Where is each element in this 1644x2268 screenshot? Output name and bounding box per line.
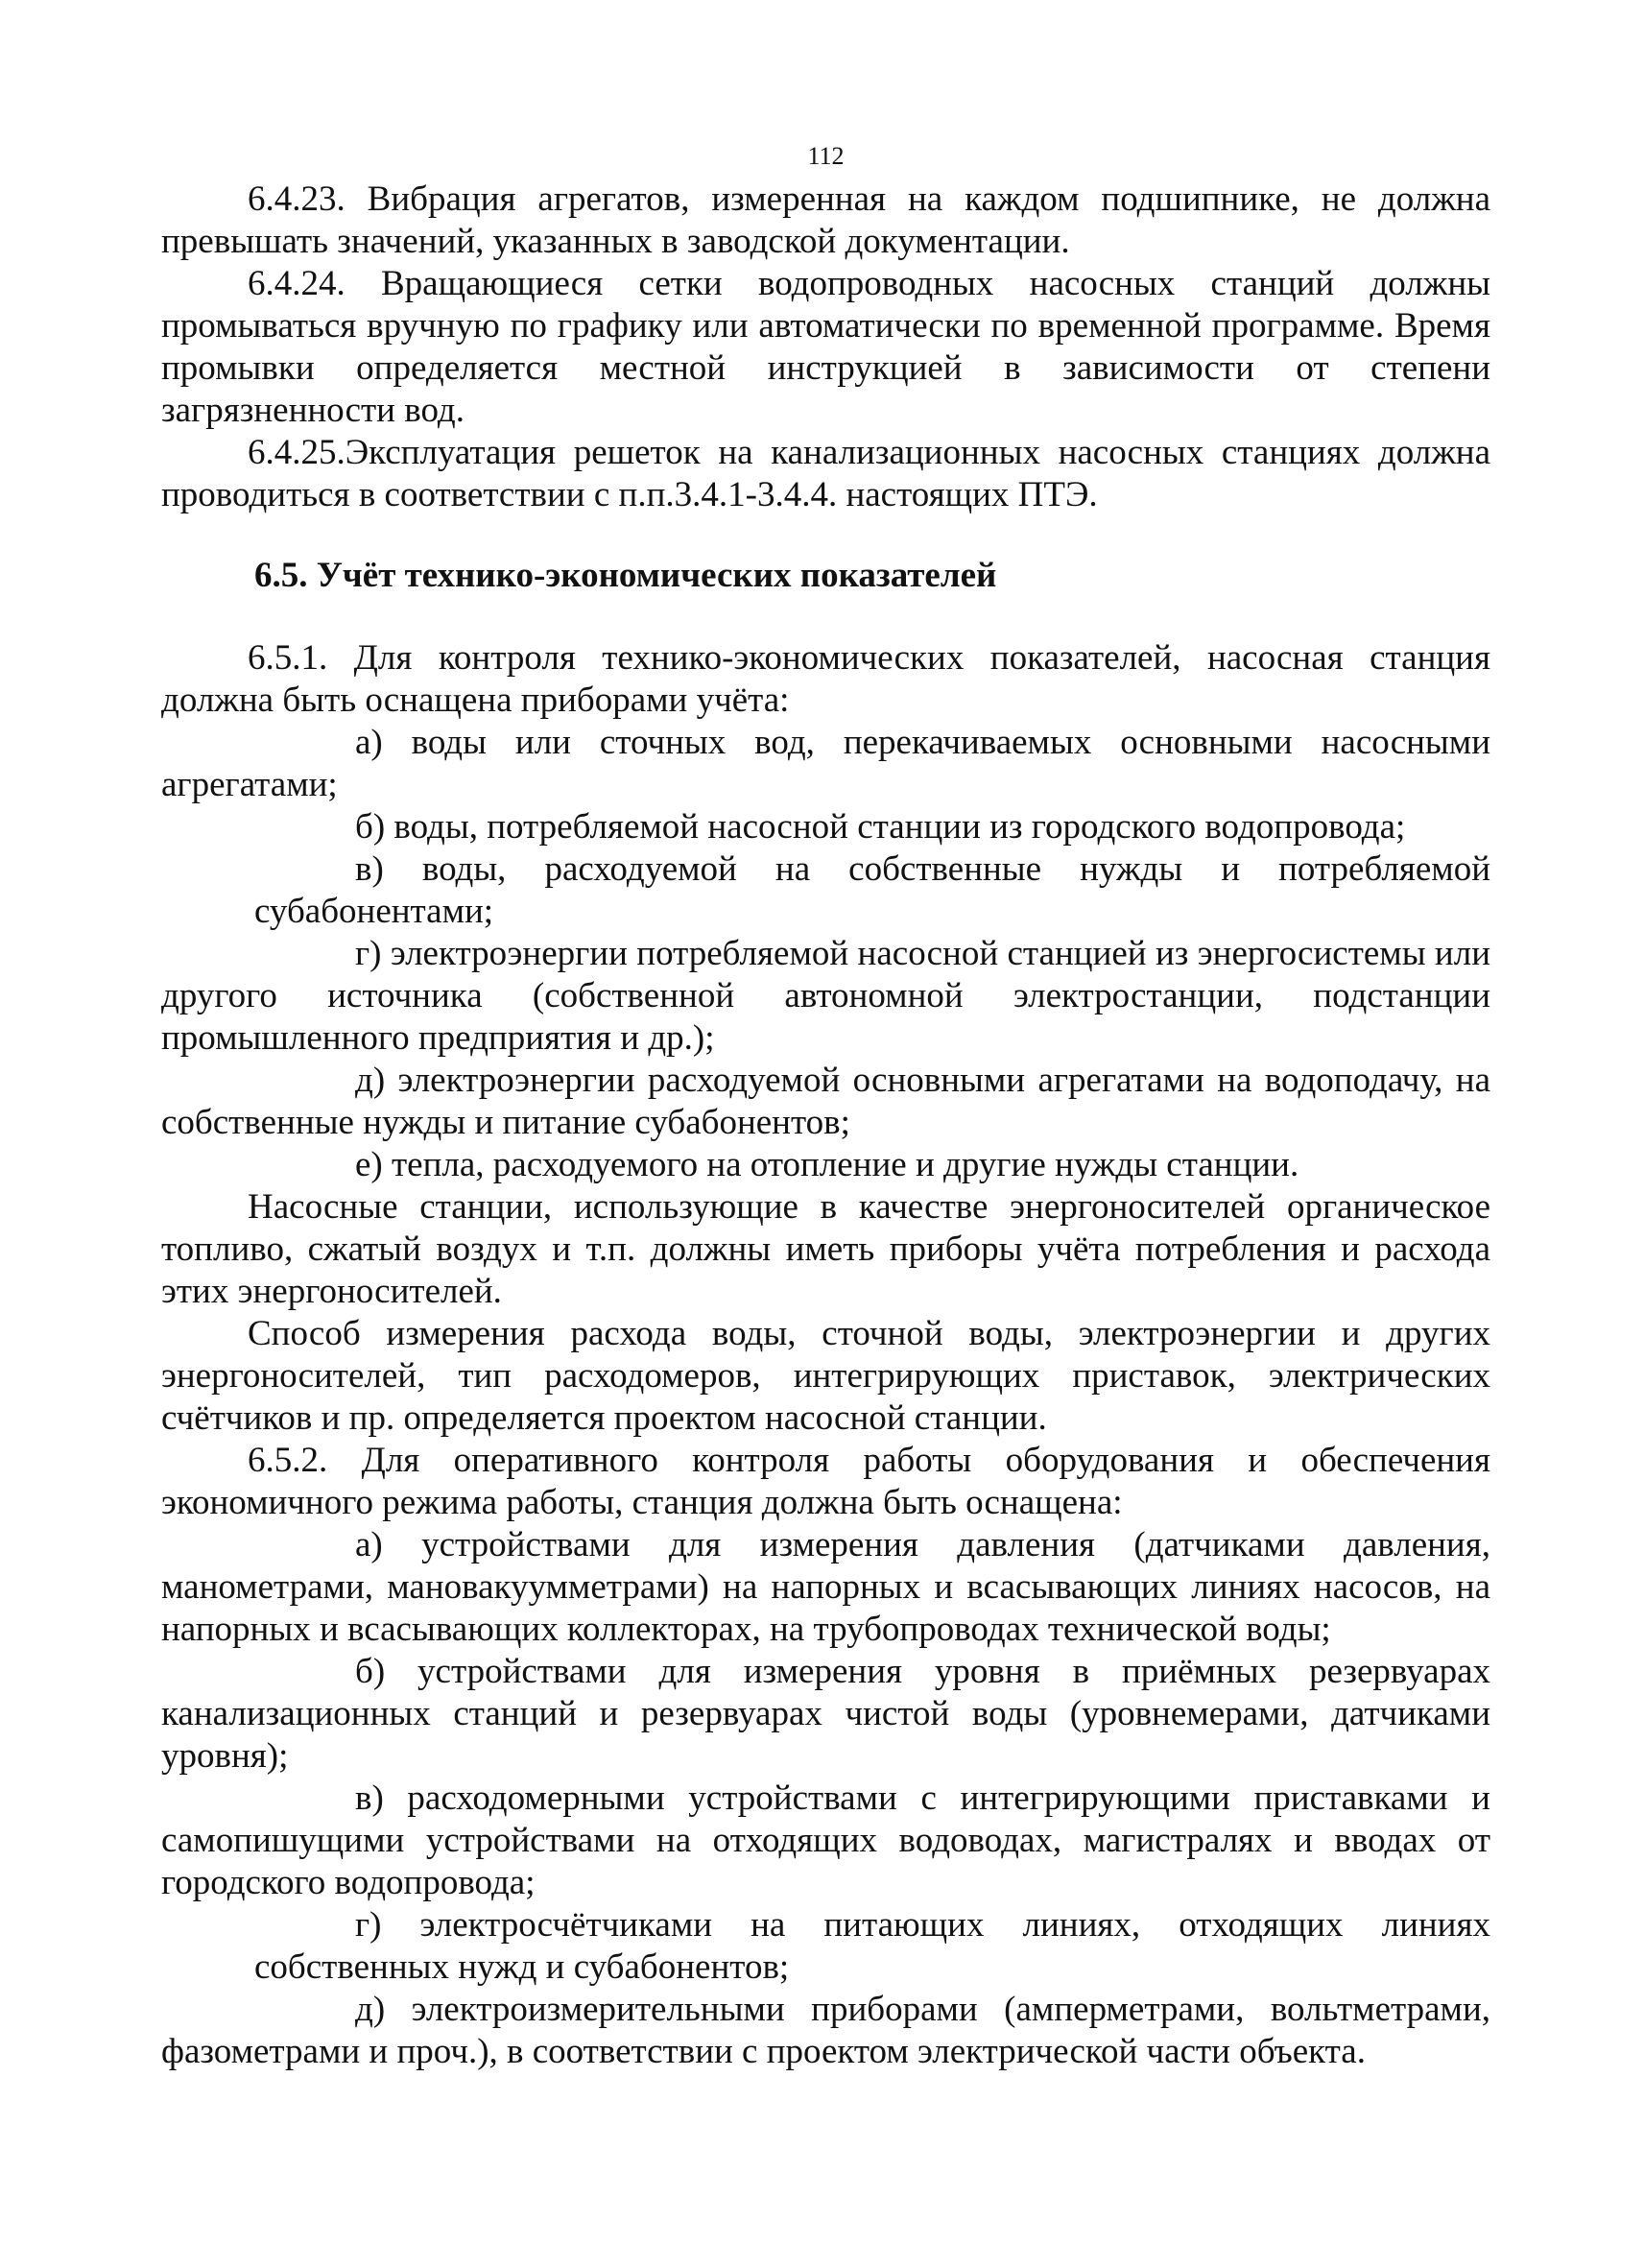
document-body (161, 179, 1490, 2073)
paragraph-6-5-1-intro: 6.5.1. Для контроля технико-экономических показателей, насосная станция должна быть оснащена приборами учёта: (161, 638, 1490, 720)
list-item-6-5-1-g: г) электроэнергии потребляемой насосной станцией из энергосистемы или другого источника (собственной автономной электростанции, подстанции промышленного предприятия и др.); (161, 934, 1490, 1058)
list-item-6-5-1-d: д) электроэнергии расходуемой основными агрегатами на водоподачу, на собственные нужды и питание субабонентов; (161, 1061, 1490, 1142)
paragraph-fuel-meters: Насосные станции, использующие в качестве энергоносителей органическое топливо, сжатый воздух и т.п. должны иметь приборы учёта потребления и расхода этих энергоносителей. (161, 1187, 1490, 1311)
page-number: 112 (807, 142, 845, 170)
paragraph-6-4-24: 6.4.24. Вращающиеся сетки водопроводных насосных станций должны промываться вручную по графику или автоматически по временной программе. Время промывки определяется местной инструкцией в зависимости от степени загрязненности вод. (161, 264, 1490, 430)
paragraph-6-4-25: 6.4.25.Эксплуатация решеток на канализационных насосных станциях должна проводиться в соответствии с п.п.3.4.1-3.4.4. настоящих ПТЭ. (161, 433, 1490, 514)
list-item-6-5-2-v: в) расходомерными устройствами с интегрирующими приставками и самопишущими устройствами на отходящих водоводах, магистралях и вводах от городского водопровода; (161, 1779, 1490, 1902)
list-item-6-5-2-b: б) устройствами для измерения уровня в приёмных резервуарах канализационных станций и резервуарах чистой воды (уровнемерами, датчиками уровня); (161, 1652, 1490, 1776)
list-item-6-5-1-b: б) воды, потребляемой насосной станции из городского водопровода; (355, 807, 1406, 847)
list-item-6-5-1-e: е) тепла, расходуемого на отопление и другие нужды станции. (355, 1145, 1299, 1184)
list-item-6-5-2-a: а) устройствами для измерения давления (датчиками давления, манометрами, мановакуумметрами) на напорных и всасывающих линиях насосов, на напорных и всасывающих коллекторах, на трубопроводах технической воды; (161, 1525, 1490, 1649)
list-item-6-5-1-v: в) воды, расходуемой на собственные нужды и потребляемой субабонентами; (254, 849, 1490, 931)
paragraph-measurement-method: Способ измерения расхода воды, сточной воды, электроэнергии и других энергоносителей, тип расходомеров, интегрирующих приставок, электрических счётчиков и пр. определяется проектом насосной станции. (161, 1314, 1490, 1438)
paragraph-6-5-2-intro: 6.5.2. Для оперативного контроля работы оборудования и обеспечения экономичного режима работы, станция должна быть оснащена: (161, 1441, 1490, 1522)
list-item-6-5-2-d: д) электроизмерительными приборами (амперметрами, вольтметрами, фазометрами и проч.), в соответствии с проектом электрической части объекта. (161, 1990, 1490, 2071)
paragraph-6-4-23: 6.4.23. Вибрация агрегатов, измеренная на каждом подшипнике, не должна превышать значений, указанных в заводской документации. (161, 179, 1490, 261)
list-item-6-5-2-g: г) электросчётчиками на питающих линиях, отходящих линиях собственных нужд и субабонентов; (254, 1905, 1490, 1987)
list-item-6-5-1-a: а) воды или сточных вод, перекачиваемых основными насосными агрегатами; (161, 723, 1490, 804)
section-heading-6-5: 6.5. Учёт технико-экономических показателей (254, 556, 997, 595)
